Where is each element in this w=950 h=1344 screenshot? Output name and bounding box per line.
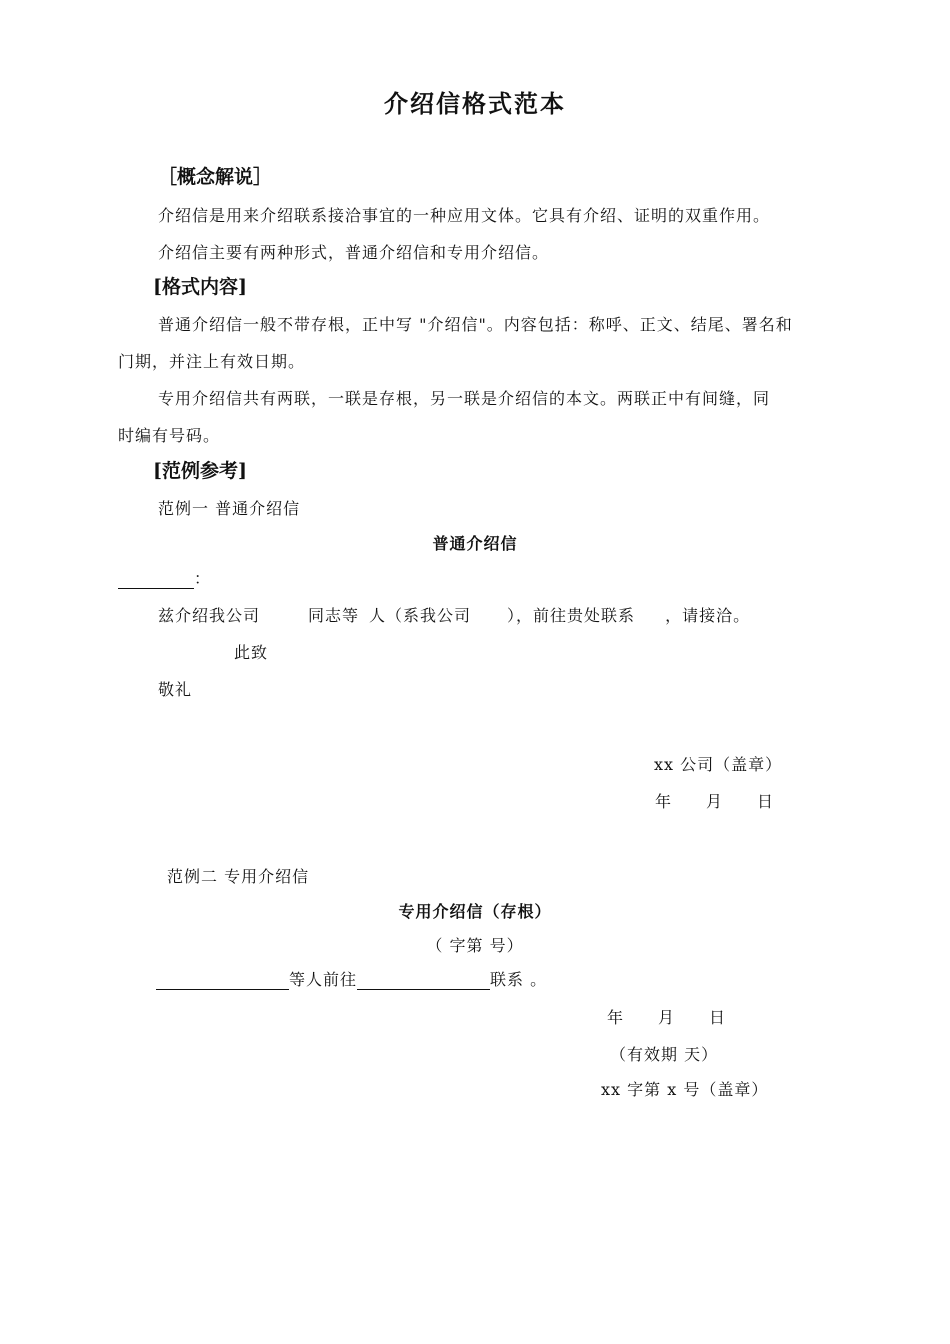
section-heading-examples: [范例参考] <box>153 460 247 482</box>
example-2-letter-title: 专用介绍信（存根） <box>398 902 552 921</box>
body-segment-1: 兹介绍我公司 <box>158 606 261 625</box>
destination-blank <box>357 971 490 990</box>
body-segment-3: 人（系我公司 <box>369 606 472 625</box>
example-2-seal: xx 字第 x 号（盖章） <box>601 1080 769 1099</box>
example-2-validity: （有效期 天） <box>610 1045 719 1064</box>
example-1-letter-title: 普通介绍信 <box>432 534 518 553</box>
body-segment-1: 等人前往 <box>289 970 358 989</box>
example-1-signature: xx 公司（盖章） <box>654 755 783 774</box>
body-segment-4: ），前往贵处联系 <box>507 606 636 625</box>
example-1-date: 年 月 日 <box>655 792 775 811</box>
example-1-salutation <box>118 566 211 589</box>
concept-paragraph-2: 介绍信主要有两种形式，普通介绍信和专用介绍信。 <box>158 243 550 262</box>
body-segment-5: ，请接洽。 <box>665 606 751 625</box>
format-paragraph-1-line-2: 门期，并注上有效日期。 <box>118 352 306 371</box>
example-2-label: 范例二 专用介绍信 <box>167 867 310 886</box>
example-1-closing-2: 敬礼 <box>158 680 193 699</box>
section-heading-concept: ［概念解说］ <box>158 166 273 188</box>
example-2-body <box>156 967 547 990</box>
concept-paragraph-1: 介绍信是用来介绍联系接洽事宜的一种应用文体。它具有介绍、证明的双重作用。 <box>158 206 771 225</box>
recipient-blank <box>118 570 194 589</box>
example-1-body <box>158 603 750 626</box>
format-paragraph-2-line-2: 时编有号码。 <box>118 426 221 445</box>
example-1-closing-1: 此致 <box>234 643 269 662</box>
persons-blank <box>156 971 289 990</box>
format-paragraph-2-line-1: 专用介绍信共有两联，一联是存根，另一联是介绍信的本文。两联正中有间缝，同 <box>158 389 771 408</box>
salutation-colon: ： <box>194 569 212 588</box>
format-paragraph-1-line-1: 普通介绍信一般不带存根，正中写 "介绍信"。内容包括：称呼、正文、结尾、署名和 <box>158 315 793 334</box>
example-1-label: 范例一 普通介绍信 <box>158 499 301 518</box>
section-heading-format: [格式内容] <box>153 276 247 298</box>
example-2-number-line: （ 字第 号） <box>426 936 524 955</box>
document-title: 介绍信格式范本 <box>384 89 566 118</box>
body-segment-2: 同志等 <box>308 606 360 625</box>
example-2-date: 年 月 日 <box>607 1008 727 1027</box>
body-segment-2: 联系 。 <box>490 970 548 989</box>
